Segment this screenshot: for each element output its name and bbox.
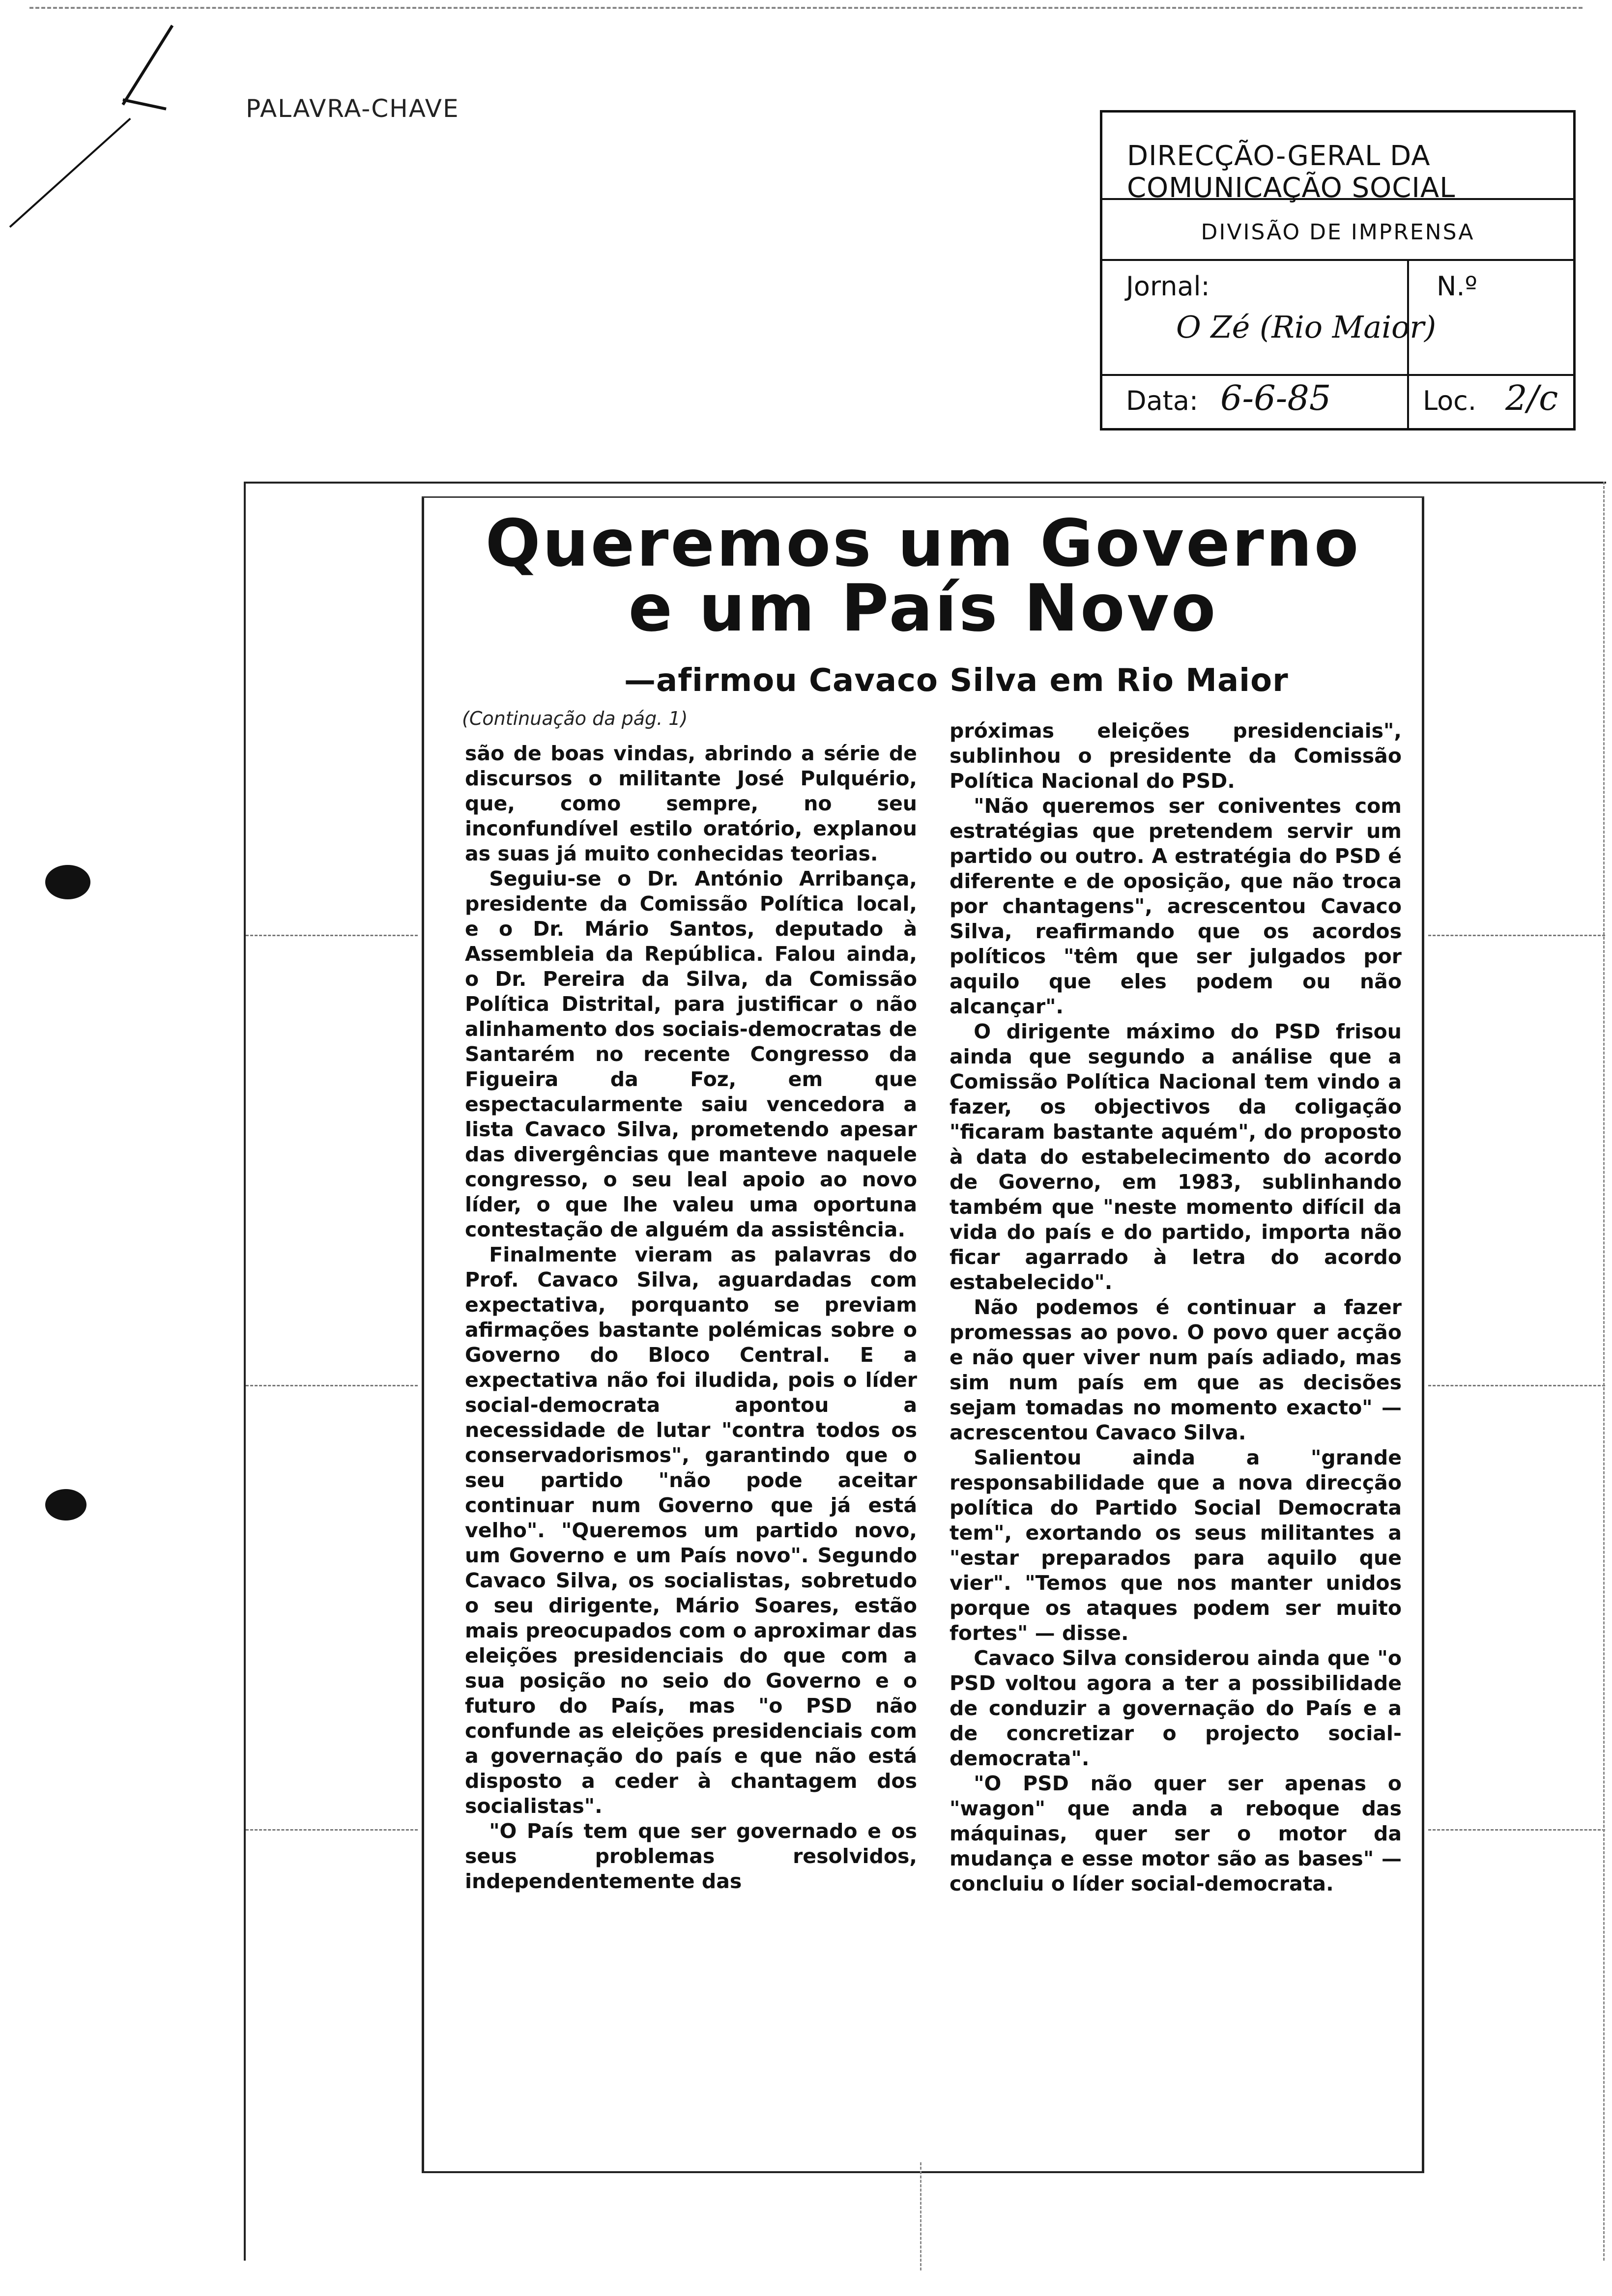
stamp-agency: DIRECÇÃO-GERAL DA COMUNICAÇÃO SOCIAL: [1127, 140, 1456, 204]
paragraph: Seguiu-se o Dr. António Arribança, presidente da Comissão Política local, e o Dr. Mário Santos, deputado à Assembleia da República. Falou ainda, o Dr. Pereira da Silva, da Comissão Política Distrital, para justificar o não alinhamento dos sociais-democratas de Santarém no recente Congresso da Figueira da Foz, em que espectacularmente saiu vencedora a lista Cavaco Silva, prometendo apesar das divergências que manteve naquele congresso, o seu leal apoio ao novo líder, o que lhe valeu uma oportuna contestação de alguém da assistência.: [465, 867, 917, 1241]
paragraph: O dirigente máximo do PSD frisou ainda que segundo a análise que a Comissão Política Nacional tem vindo a fazer, os objectivos da coligação "ficaram bastante aquém", do proposto à data do estabelecimento do acordo de Governo, em 1983, sublinhando também que "neste momento difícil da vida do país e do partido, importa não ficar agarrado à letra do acordo estabelecido".: [950, 1020, 1402, 1294]
stamp-divider: [1102, 374, 1573, 376]
pen-mark: [122, 98, 166, 111]
stamp-loc-value: 2/c: [1505, 378, 1558, 418]
pen-mark: [121, 25, 173, 105]
archive-stamp: [1100, 110, 1576, 430]
scan-edge-rule: [29, 7, 1583, 9]
continuation-note: (Continuação da pág. 1): [462, 708, 688, 729]
clipping-sheet-edge: [1603, 482, 1605, 2261]
stamp-division-row: [1102, 200, 1573, 261]
paragraph: Cavaco Silva considerou ainda que "o PSD voltou agora a ter a possibilidade de conduzir a governação do País e a de concretizar o projecto social-democrata".: [950, 1646, 1402, 1770]
paragraph: "Não queremos ser coniventes com estratégias que pretendem servir um partido ou outro. A estratégia do PSD é diferente e de oposição, que não troca por chantagens", acrescentou Cavaco Silva, reafirmando que os acordos políticos "têm que ser julgados por aquilo que eles podem ou não alcançar".: [950, 794, 1402, 1018]
punch-hole-mark: [45, 865, 90, 899]
article-clipping-top: [422, 496, 1424, 498]
keyword-label: PALAVRA-CHAVE: [246, 94, 460, 123]
stamp-division: DIVISÃO DE IMPRENSA: [1201, 220, 1475, 245]
article-right-column: [950, 718, 1402, 1896]
stamp-data-value: 6-6-85: [1220, 378, 1331, 418]
article-headline-line2: e um País Novo: [628, 571, 1218, 646]
paragraph: "O PSD não quer ser apenas o "wagon" que anda a reboque das máquinas, quer ser o motor da mudança e esse motor são as bases" — concluiu o líder social-democrata.: [950, 1772, 1402, 1895]
stamp-jornal-value: O Zé (Rio Maior): [1176, 309, 1437, 345]
pen-mark: [9, 118, 131, 228]
paragraph: Salientou ainda a "grande responsabilidade que a nova direcção política do Partido Social Democrata tem", exortando os seus militantes a "estar preparados para aquilo que vier". "Temos que nos manter unidos porque os ataques podem ser muito fortes" — disse.: [950, 1446, 1402, 1645]
column-gutter-mark: [920, 2162, 921, 2270]
punch-hole-mark: [45, 1489, 86, 1521]
paragraph: Não podemos é continuar a fazer promessas ao povo. O povo quer acção e não quer viver num país adiado, mas sim num país em que as decisões sejam tomadas no momento exacto" — acrescentou Cavaco Silva.: [950, 1295, 1402, 1444]
paragraph: "O País tem que ser governado e os seus problemas resolvidos, independentemente das: [465, 1819, 917, 1893]
stamp-loc-label: Loc.: [1423, 385, 1477, 416]
stamp-agency-row: [1102, 113, 1573, 204]
article-left-column: [465, 741, 917, 1894]
article-subheadline: —afirmou Cavaco Silva em Rio Maior: [624, 662, 1289, 699]
paragraph: próximas eleições presidenciais", sublinhou o presidente da Comissão Política Nacional do PSD.: [950, 719, 1402, 793]
article-headline-line1: Queremos um Governo: [485, 506, 1361, 581]
stamp-data-label: Data:: [1126, 385, 1199, 416]
stamp-numero-label: N.º: [1437, 271, 1478, 302]
paragraph: Finalmente vieram as palavras do Prof. Cavaco Silva, aguardadas com expectativa, porquanto se previam afirmações bastante polémicas sobre o Governo do Bloco Central. E a expectativa não foi iludida, pois o líder social-democrata apontou a necessidade de lutar "contra todos os conservadorismos", garantindo que o seu partido "não pode aceitar continuar num Governo que já está velho". "Queremos um partido novo, um Governo e um País novo". Segundo Cavaco Silva, os socialistas, sobretudo o seu dirigente, Mário Soares, estão mais preocupados com o aproximar das eleições presidenciais do que com a sua posição no seio do Governo e o futuro do País, mas "o PSD não confunde as eleições presidenciais com a governação do país e que não está disposto a ceder à chantagem dos socialistas".: [465, 1243, 917, 1818]
paragraph: são de boas vindas, abrindo a série de discursos o militante José Pulquério, que, como sempre, no seu inconfundível estilo oratório, explanou as suas já muito conhecidas teorias.: [465, 742, 917, 865]
stamp-jornal-label: Jornal:: [1126, 271, 1210, 302]
